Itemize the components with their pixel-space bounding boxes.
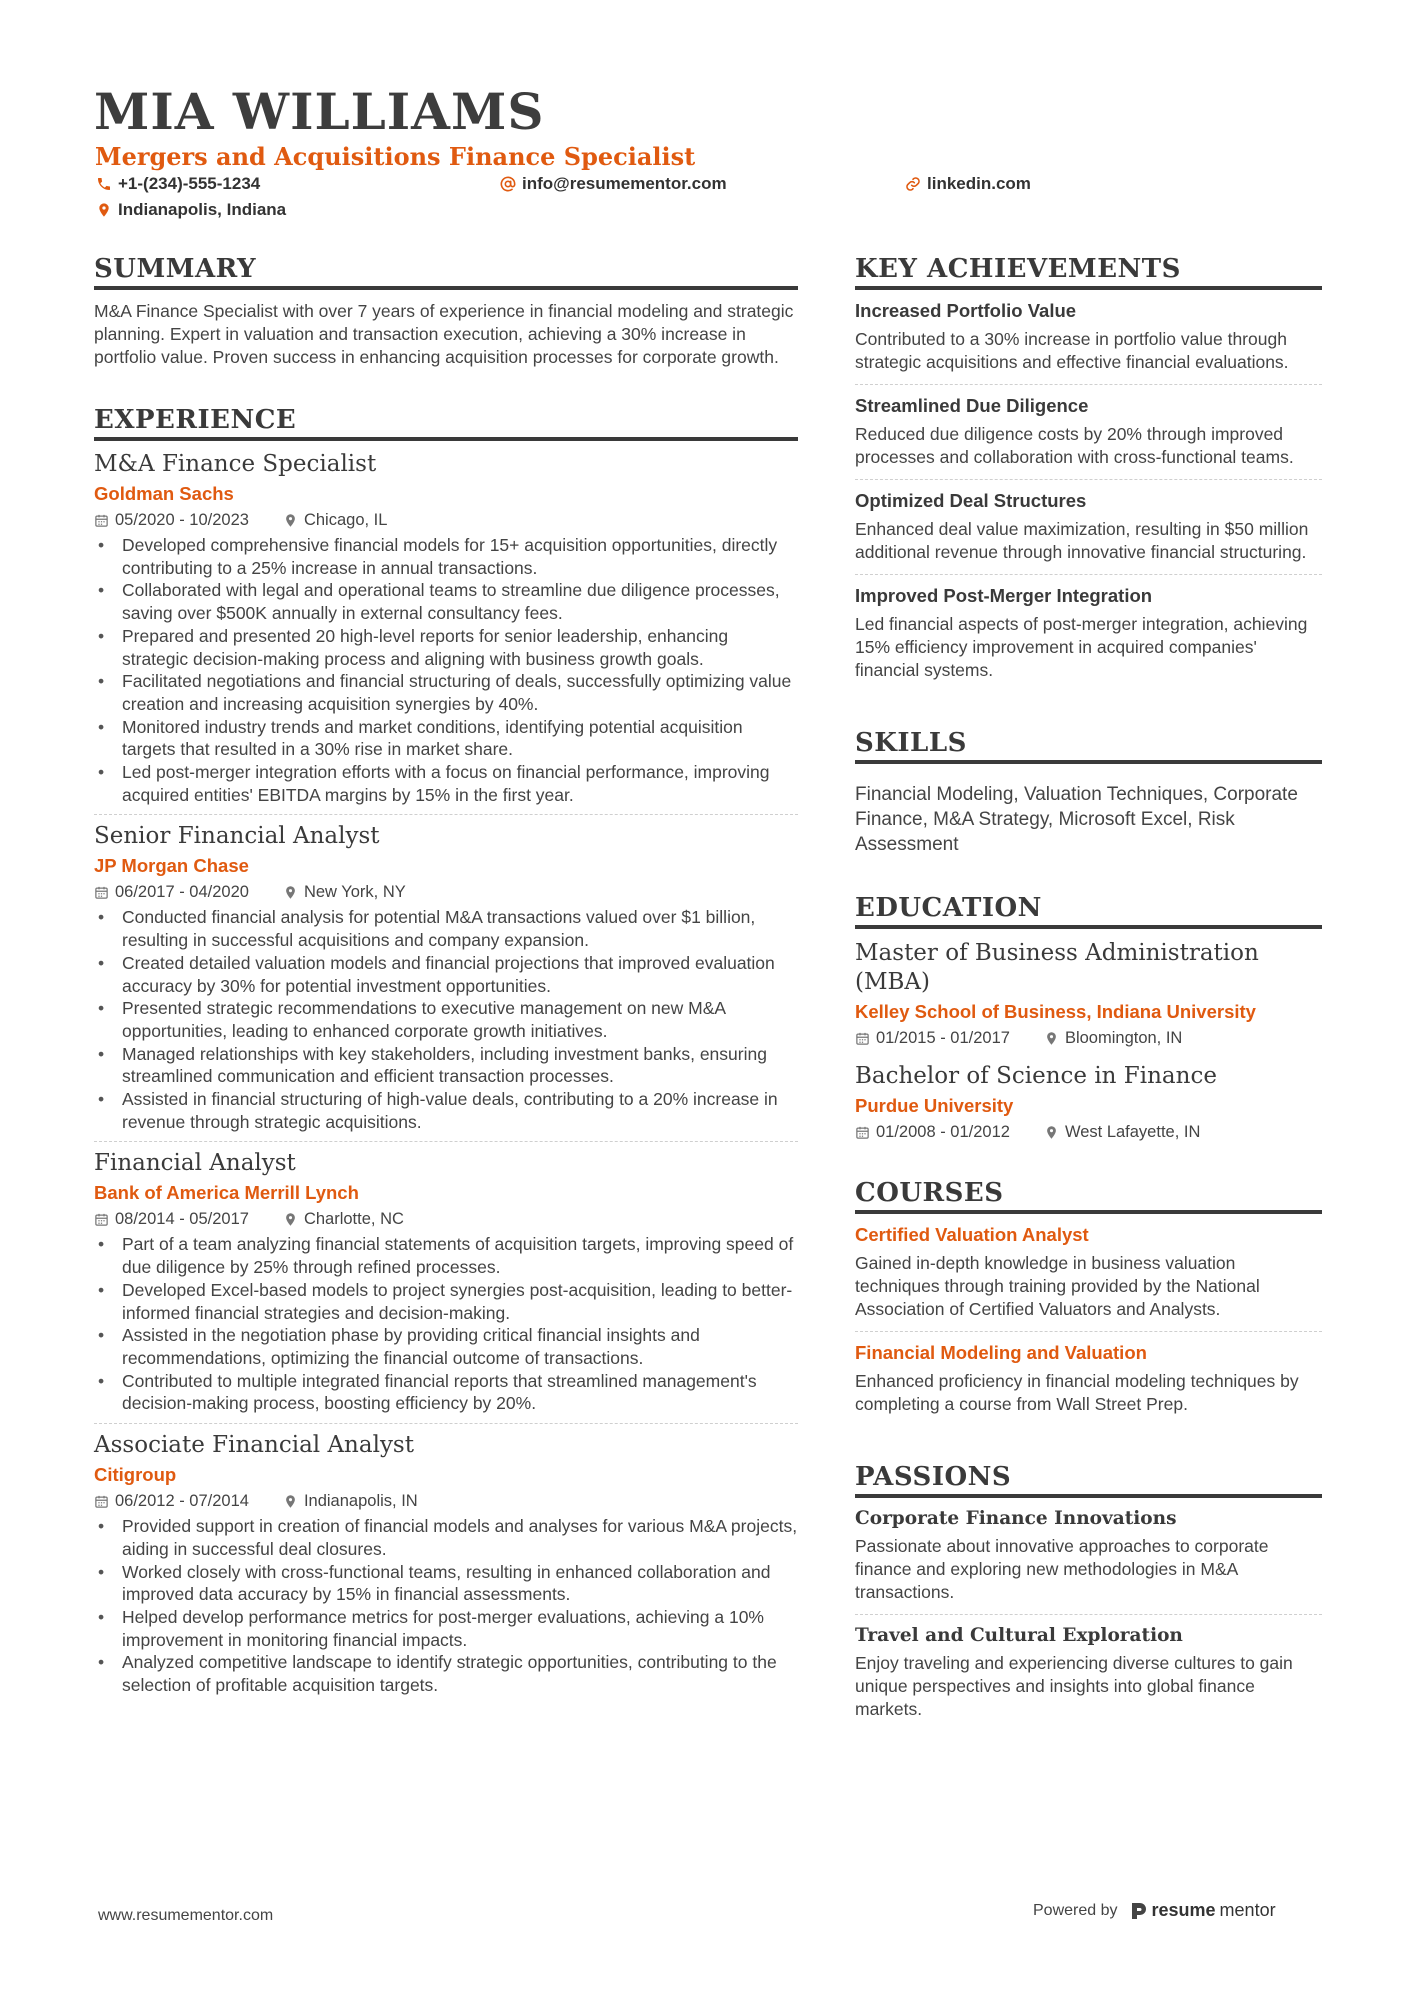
education-heading: EDUCATION [855,893,1322,929]
location-text: West Lafayette, IN [1064,1123,1201,1141]
job-bullet: • Developed Excel-based models to project synergies post-acquisition, leading to better-informed financial strategies and decision-making. [94,1279,798,1324]
education-list [855,939,1322,1142]
location-pin-icon [283,885,298,900]
achievement-text: Reduced due diligence costs by 20% through improved processes and collaboration with cross-functional teams. [855,424,1294,467]
job-bullet: • Presented strategic recommendations to executive management on new M&A opportunities, leading to enhanced corporate growth initiatives. [94,997,798,1042]
calendar-icon [94,885,109,900]
job-bullets [94,534,798,806]
job-bullet: • Prepared and presented 20 high-level reports for senior leadership, enhancing strategic decision-making process and aligning with business growth goals. [94,625,798,670]
job-bullet: • Managed relationships with key stakeholders, including investment banks, ensuring streamlined communication and efficient transaction processes. [94,1043,798,1088]
dates-text: 05/2020 - 10/2023 [115,511,249,529]
job-bullets [94,906,798,1133]
job-bullet: • Conducted financial analysis for potential M&A transactions valued over $1 billion, resulting in successful acquisitions and company expansion. [94,906,798,951]
course-item [855,1224,1322,1332]
location-text: Indianapolis, IN [303,1492,418,1511]
company-name: Goldman Sachs [94,483,234,504]
date-location-row [94,883,798,902]
date-location-row [94,511,798,530]
summary-text: M&A Finance Specialist with over 7 years of experience in financial modeling and strategic planning. Expert in valuation and transaction execution, achieving a 30% increase in portfolio value. Proven success in enhancing acquisition processes for corporate growth. [94,301,794,367]
dates-text: 06/2017 - 04/2020 [115,883,249,902]
achievement-text: Led financial aspects of post-merger integration, achieving 15% efficiency improvement in acquired companies' financial systems. [855,614,1308,680]
brand-name-bold: resume [1151,1900,1216,1920]
school-name: Purdue University [855,1095,1014,1116]
achievement-text: Enhanced deal value maximization, resulting in $50 million additional revenue through innovative financial structuring. [855,519,1309,562]
job-bullet: • Assisted in financial structuring of high-value deals, contributing to a 20% increase in revenue through strategic acquisitions. [94,1088,798,1133]
dates-text: 06/2012 - 07/2014 [115,1492,249,1511]
education-section [855,893,1322,1142]
achievement-item [855,490,1322,575]
education-item [855,1062,1322,1142]
contact-linkedin[interactable] [905,174,1031,194]
calendar-icon [94,513,109,528]
link-icon [905,176,921,192]
dates-text: 01/2008 - 01/2012 [876,1123,1010,1141]
company-name: Bank of America Merrill Lynch [94,1182,359,1204]
job-entry [94,451,798,815]
location-pin-icon [1044,1125,1059,1140]
job-bullet: • Collaborated with legal and operational teams to streamline due diligence processes, saving over $500K annually in external consultancy fees. [94,579,798,624]
skills-heading: SKILLS [855,728,1322,764]
location-text: Charlotte, NC [303,1210,404,1229]
job-bullet: • Provided support in creation of financial models and analyses for various M&A projects, aiding in successful deal closures. [94,1515,798,1560]
brand-logo[interactable] [1130,1900,1276,1921]
achievements-list [855,300,1322,692]
brand-name-light: mentor [1219,1900,1276,1920]
contact-email[interactable] [500,174,727,194]
course-item [855,1342,1322,1426]
achievement-item [855,395,1322,480]
summary-heading: SUMMARY [94,254,798,290]
email-text: info@resumementor.com [522,174,727,193]
course-text: Enhanced proficiency in financial modeling techniques by completing a course from Wall Street Prep. [855,1371,1299,1414]
experience-section [94,405,798,1705]
passion-title: Travel and Cultural Exploration [855,1625,1183,1646]
location-text: Chicago, IL [303,511,388,529]
job-bullet: • Led post-merger integration efforts with a focus on financial performance, improving acquired entities' EBITDA margins by 15% in the first year. [94,761,798,806]
calendar-icon [94,1494,109,1509]
achievements-section [855,254,1322,692]
dates-text: 01/2015 - 01/2017 [876,1029,1010,1047]
at-sign-icon [500,176,516,192]
candidate-headline: Mergers and Acquisitions Finance Specialist [95,142,696,171]
date-location-row [94,1492,798,1511]
phone-text: +1-(234)-555-1234 [118,174,261,193]
right-column [855,254,1322,1767]
calendar-icon [94,1212,109,1227]
date-location-row [855,1029,1322,1048]
date-location-row [94,1210,798,1229]
passion-item [855,1625,1322,1731]
achievement-title: Optimized Deal Structures [855,490,1087,511]
dates-text: 08/2014 - 05/2017 [115,1210,249,1229]
achievement-title: Improved Post-Merger Integration [855,585,1153,606]
course-title: Certified Valuation Analyst [855,1224,1089,1245]
achievement-item [855,585,1322,692]
courses-heading: COURSES [855,1178,1322,1214]
date-location-row [855,1123,1322,1142]
location-text: New York, NY [303,883,406,902]
experience-heading: EXPERIENCE [94,405,798,441]
passion-item [855,1508,1322,1615]
location-pin-icon [283,1212,298,1227]
left-column [94,254,798,1741]
job-bullet: • Helped develop performance metrics for post-merger evaluations, achieving a 10% improvement in monitoring financial impacts. [94,1606,798,1651]
job-bullet: • Part of a team analyzing financial statements of acquisition targets, improving speed of due diligence by 25% through refined processes. [94,1233,798,1278]
job-title: Associate Financial Analyst [94,1432,414,1459]
company-name: Citigroup [94,1464,177,1486]
course-title: Financial Modeling and Valuation [855,1342,1147,1363]
location-text: Indianapolis, Indiana [118,200,287,219]
passion-title: Corporate Finance Innovations [855,1508,1177,1529]
job-bullet: • Monitored industry trends and market conditions, identifying potential acquisition targets that resulted in a 30% rise in market share. [94,716,798,761]
passion-text: Passionate about innovative approaches to corporate finance and exploring new methodologies in M&A transactions. [855,1536,1269,1602]
degree-title: Master of Business Administration (MBA) [855,940,1259,995]
candidate-name: MIA WILLIAMS [94,82,545,141]
footer-website[interactable]: www.resumementor.com [98,1907,274,1924]
passions-section [855,1462,1322,1731]
footer-powered [1033,1900,1276,1921]
location-pin-icon [283,513,298,528]
company-name: JP Morgan Chase [94,855,249,877]
course-text: Gained in-depth knowledge in business valuation techniques through training provided by the National Association of Certified Valuators and Analysts. [855,1253,1260,1319]
phone-icon [96,176,112,192]
calendar-icon [855,1031,870,1046]
job-bullet: • Worked closely with cross-functional teams, resulting in enhanced collaboration and improved data accuracy by 15% in financial assessments. [94,1561,798,1606]
location-pin-icon [283,1494,298,1509]
education-item [855,939,1322,1048]
powered-by-label: Powered by [1033,1901,1118,1919]
passions-heading: PASSIONS [855,1462,1322,1498]
achievement-text: Contributed to a 30% increase in portfolio value through strategic acquisitions and effective financial evaluations. [855,329,1289,372]
passions-list [855,1508,1322,1731]
summary-section [94,254,798,369]
job-entry [94,1150,798,1424]
job-bullets [94,1515,798,1697]
contact-phone[interactable] [96,174,260,194]
school-name: Kelley School of Business, Indiana University [855,1001,1256,1022]
contact-location [96,200,286,220]
courses-list [855,1224,1322,1426]
job-entry [94,1432,798,1705]
job-entry [94,823,798,1142]
linkedin-text: linkedin.com [927,174,1031,193]
job-bullet: • Contributed to multiple integrated financial reports that streamlined management's decision-making process, boosting efficiency by 20%. [94,1370,798,1415]
courses-section [855,1178,1322,1426]
job-title: Financial Analyst [94,1150,296,1177]
passion-text: Enjoy traveling and experiencing diverse cultures to gain unique perspectives and insights into global finance markets. [855,1653,1293,1719]
achievement-title: Increased Portfolio Value [855,300,1077,321]
job-bullet: • Analyzed competitive landscape to identify strategic opportunities, contributing to the selection of profitable acquisition targets. [94,1651,798,1696]
job-bullet: • Created detailed valuation models and financial projections that improved evaluation accuracy by 30% for potential investment opportunities. [94,952,798,997]
achievement-title: Streamlined Due Diligence [855,395,1089,416]
experience-list [94,451,798,1705]
calendar-icon [855,1125,870,1140]
job-bullet: • Assisted in the negotiation phase by providing critical financial insights and recommendations, optimizing the financial outcome of transactions. [94,1324,798,1369]
brand-mark-icon [1130,1901,1148,1921]
job-title: Senior Financial Analyst [94,823,380,850]
location-text: Bloomington, IN [1064,1029,1183,1047]
job-bullets [94,1233,798,1415]
degree-title: Bachelor of Science in Finance [855,1063,1217,1089]
skills-section [855,728,1322,857]
job-bullet: • Developed comprehensive financial models for 15+ acquisition opportunities, directly contributing to a 25% increase in annual transactions. [94,534,798,579]
skills-text: Financial Modeling, Valuation Techniques, Corporate Finance, M&A Strategy, Microsoft Excel, Risk Assessment [855,784,1298,855]
achievements-heading: KEY ACHIEVEMENTS [855,254,1322,290]
location-pin-icon [96,202,112,218]
job-bullet: • Facilitated negotiations and financial structuring of deals, successfully optimizing value creation and increasing acquisition synergies by 40%. [94,670,798,715]
location-pin-icon [1044,1031,1059,1046]
achievement-item [855,300,1322,385]
job-title: M&A Finance Specialist [94,451,377,477]
